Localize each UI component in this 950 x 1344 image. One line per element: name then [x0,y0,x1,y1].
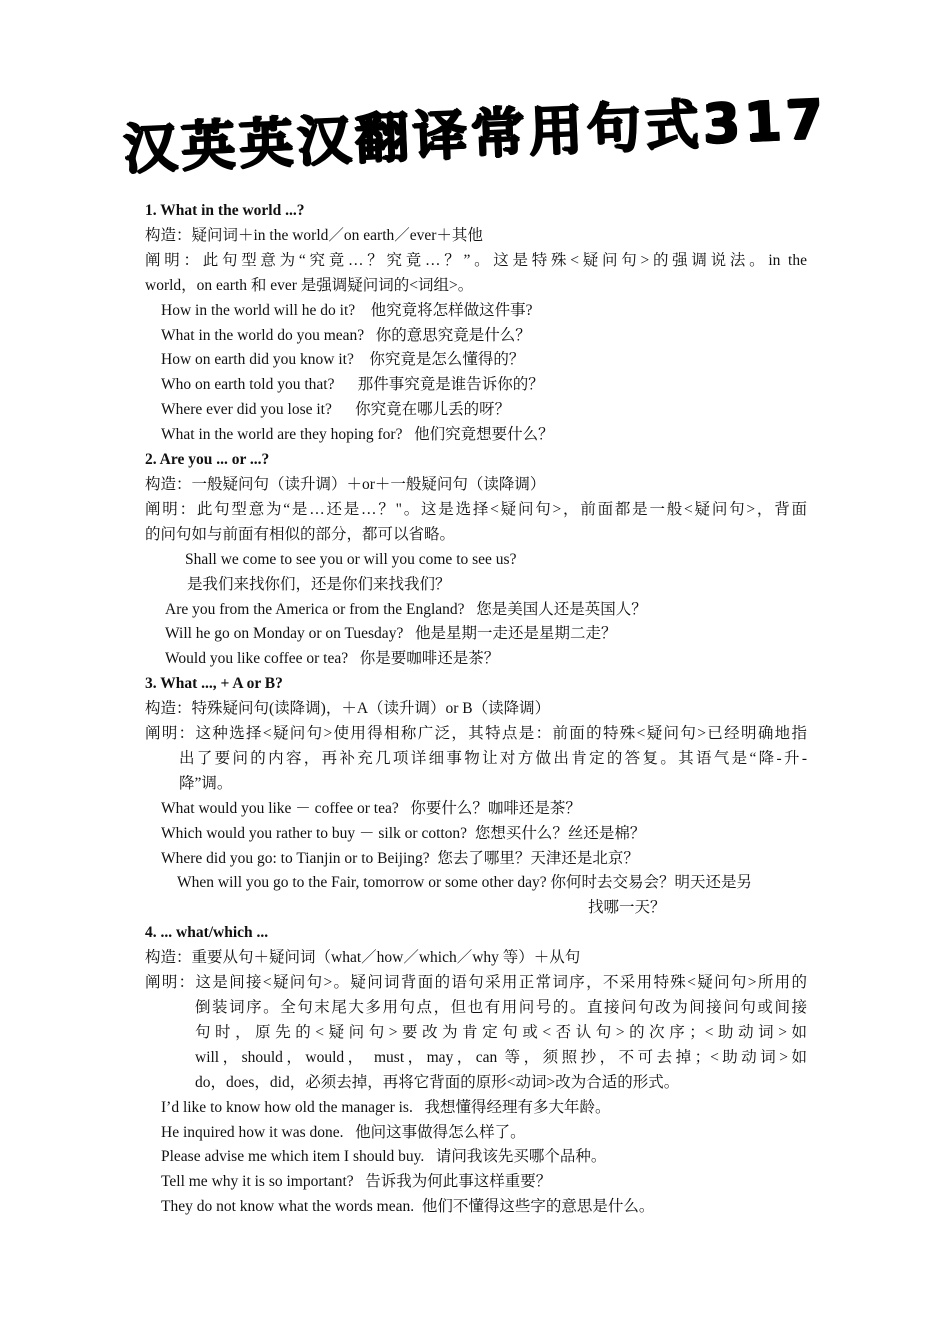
section-2-heading: 2. Are you ... or ...? [145,451,270,469]
section-3-explanation-line-1: 阐明：这种选择<疑问句>使用得相称广泛，其特点是：前面的特殊<疑问句>已经明确地指 [145,725,807,743]
section-4-structure: 构造：重要从句＋疑问词（what／how／which／why 等）＋从句 [145,949,581,967]
section-4-explanation-line-4: will，should，would， must，may，can 等，须照抄，不可去掉；<助动词>如 [195,1048,807,1066]
section-2-example: Would you like coffee or tea? 你是要咖啡还是茶？ [165,650,500,668]
section-1-explanation-line-1: 阐明：此句型意为“究竟…？究竟…？”。这是特殊<疑问句>的强调说法。in the [145,251,807,269]
section-2-example: Are you from the America or from the England? 您是美国人还是英国人？ [165,600,647,618]
section-1-example: Where ever did you lose it? 你究竟在哪儿丢的呀？ [161,401,511,419]
section-2-structure: 构造：一般疑问句（读升调）＋or＋一般疑问句（读降调） [145,475,546,493]
section-2-example-english: Shall we come to see you or will you come to see us? [185,550,517,568]
section-3-example: Where did you go: to Tianjin or to Beijing? 您去了哪里？天津还是北京？ [161,849,639,867]
section-3-explanation-line-2: 出了要问的内容，再补充几项详细事物让对方做出肯定的答复。其语气是“降-升- [179,749,807,767]
section-1-example: What in the world are they hoping for? 他们究竟想要什么？ [161,426,554,444]
section-3-explanation-line-3: 降”调。 [179,774,233,792]
section-4-example: He inquired how it was done. 他问这事做得怎么样了。 [161,1123,526,1141]
section-4-example: I’d like to know how old the manager is. 我想懂得经理有多大年龄。 [161,1098,611,1116]
section-4-explanation-line-1: 阐明：这是间接<疑问句>。疑问词背面的语句采用正常词序，不采用特殊<疑问句>所用的 [145,974,807,992]
section-4-example: Please advise me which item I should buy. 请问我该先买哪个品种。 [161,1148,607,1166]
section-3-example-long: When will you go to the Fair, tomorrow or some other day? 你何时去交易会？明天还是另 [177,874,752,892]
section-2-example: Will he go on Monday or on Tuesday? 他是星期一走还是星期二走？ [165,625,617,643]
section-1-example: How on earth did you know it? 你究竟是怎么懂得的？ [161,351,525,369]
section-1-example: What in the world do you mean? 你的意思究竟是什么？ [161,326,531,344]
section-3-heading: 3. What ..., + A or B? [145,675,283,693]
section-4-heading: 4. ... what/which ... [145,924,269,942]
section-1-example: Who on earth told you that? 那件事究竟是谁告诉你的？ [161,376,544,394]
section-4-example: They do not know what the words mean. 他们不懂得这些字的意思是什么。 [161,1198,655,1216]
section-4-explanation-line-2: 倒装词序。全句末尾大多用句点，但也有用问号的。直接问句改为间接问句或间接 [195,999,807,1016]
section-4-explanation-line-3: 句时，原先的<疑问句>要改为肯定句或<否认句>的次序；<助动词>如 [195,1023,807,1041]
section-2-example-chinese: 是我们来找你们，还是你们来找我们？ [187,575,451,593]
section-3-structure: 构造：特殊疑问句(读降调)，＋A（读升调）or B（读降调） [145,700,551,718]
section-3-example: Which would you rather to buy － silk or cotton? 您想买什么？丝还是棉？ [161,824,646,842]
section-3-example-long-continued: 找哪一天？ [588,899,666,917]
section-1-explanation-line-2: world，on earth 和 ever 是强调疑问词的<词组>。 [145,276,474,294]
section-1-structure: 构造：疑问词＋in the world／on earth／ever＋其他 [145,226,483,244]
section-1-heading: 1. What in the world ...? [145,202,305,219]
section-2-explanation-line-1: 阐明：此句型意为“是…还是…？"。这是选择<疑问句>，前面都是一般<疑问句>，背面 [145,500,807,518]
section-1-example: How in the world will he do it? 他究竟将怎样做这件事? [161,301,533,319]
section-3-example: What would you like － coffee or tea? 你要什么？咖啡还是茶？ [161,799,581,817]
section-4-example: Tell me why it is so important? 告诉我为何此事这样重要？ [161,1173,552,1191]
page-title: 汉英英汉翻译常用句式317 [121,87,829,182]
section-4-explanation-line-5: do，does，did，必须去掉，再将它背面的原形<动词>改为合适的形式。 [195,1073,680,1091]
document-body [145,199,807,1220]
section-2-explanation-line-2: 的问句如与前面有相似的部分，都可以省略。 [145,525,456,543]
